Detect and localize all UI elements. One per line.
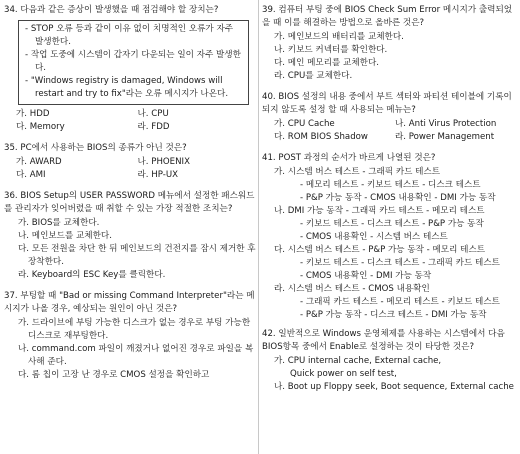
option-ga: 가. CPU Cache xyxy=(274,119,335,129)
option-da: 다. 시스템 버스 테스트 - P&P 가능 동작 - 메모리 테스트 xyxy=(274,245,486,255)
option-na: 나. DMI 가능 동작 - 그래픽 카드 테스트 - 메모리 테스트 xyxy=(274,206,485,216)
option-ra: 라. CPU를 교체한다. xyxy=(274,71,353,81)
option-ga-line: - P&P 가능 동작 - CMOS 내용확인 - DMI 가능 동작 xyxy=(300,193,496,203)
question-34-stem: 34. 다음과 같은 증상이 발생했을 때 점검해야 할 장치는? xyxy=(4,5,219,15)
option-na-line: - CMOS 내용확인 - 시스템 버스 테스트 xyxy=(300,232,448,242)
option-na: 나. command.com 파일이 깨졌거나 없어진 경우로 파일을 복사해 준다. xyxy=(18,344,254,367)
option-na-line: - 키보드 테스트 - 디스크 테스트 - P&P 가능 동작 xyxy=(300,219,484,229)
question-34-options xyxy=(4,108,259,134)
question-35 xyxy=(4,142,259,182)
question-40-stem: 40. BIOS 설정의 내용 중에서 부트 섹터와 파티션 테이블에 기록이 되지 않도록 설정 할 때 사용되는 메뉴는? xyxy=(262,92,512,115)
question-39-stem: 39. 컴퓨터 부팅 중에 BIOS Check Sum Error 메시지가 출력되었을 때 이를 해결하는 방법으로 올바른 것은? xyxy=(262,5,513,28)
question-34 xyxy=(4,4,259,134)
option-da: 다. 롬 칩이 고장 난 경우로 CMOS 설정을 확인하고 xyxy=(18,370,210,380)
question-40 xyxy=(262,91,516,144)
option-na: 나. CPU xyxy=(137,109,169,119)
option-ga-line: Quick power on self test, xyxy=(290,369,397,379)
option-ra: 라. HP-UX xyxy=(137,170,178,180)
question-42 xyxy=(262,328,516,394)
option-da: 다. 메인 메모리를 교체한다. xyxy=(274,58,379,68)
option-ga: 가. 드라이브에 부팅 가능한 디스크가 없는 경우로 부팅 가능한 디스크로 재부팅한다. xyxy=(18,318,251,341)
question-37 xyxy=(4,290,259,382)
question-35-options xyxy=(4,156,259,182)
option-ra: 라. Power Management xyxy=(395,132,495,142)
option-ra-line: - 그래픽 카드 테스트 - 메모리 테스트 - 키보드 테스트 xyxy=(300,297,500,307)
option-da-line: - CMOS 내용확인 - DMI 가능 동작 xyxy=(300,271,432,281)
option-ra: 라. FDD xyxy=(137,122,170,132)
option-ga: 가. 시스템 버스 테스트 - 그래픽 카드 테스트 xyxy=(274,167,441,177)
option-ga: 가. 메인보드의 배터리를 교체한다. xyxy=(274,32,404,42)
option-na: 나. Boot up Floppy seek, Boot sequence, External cache xyxy=(274,382,514,392)
question-39 xyxy=(262,4,516,83)
option-na: 나. PHOENIX xyxy=(137,157,190,167)
option-da-line: - 키보드 테스트 - 디스크 테스트 - 그래픽 카드 테스트 xyxy=(300,258,500,268)
question-35-stem: 35. PC에서 사용하는 BIOS의 종류가 아닌 것은? xyxy=(4,143,187,153)
question-42-stem: 42. 일반적으로 Windows 운영체제를 사용하는 시스템에서 다음 BIOS항목 중에서 Enable로 설정하는 것이 타당한 것은? xyxy=(262,329,505,352)
symptom-item-2: - 작업 도중에 시스템이 갑자기 다운되는 일이 자주 발생한다. xyxy=(25,50,241,73)
question-36 xyxy=(4,190,259,282)
question-37-stem: 37. 부팅할 때 "Bad or missing Command Interpreter"라는 메시지가 나올 경우, 예상되는 원인이 아닌 것은? xyxy=(4,291,255,314)
option-ga: 가. BIOS를 교체한다. xyxy=(18,218,100,228)
option-ra: 라. Keyboard의 ESC Key를 클릭한다. xyxy=(18,270,166,280)
option-ga-line: - 메모리 테스트 - 키보드 테스트 - 디스크 테스트 xyxy=(300,180,481,190)
option-na: 나. Anti Virus Protection xyxy=(395,119,497,129)
symptom-item-1: - STOP 오류 등과 같이 이유 없이 치명적인 오류가 자주 발생한다. xyxy=(25,24,234,47)
option-ga: 가. AWARD xyxy=(16,157,62,167)
option-da: 다. AMI xyxy=(16,170,46,180)
option-da: 다. Memory xyxy=(16,122,65,132)
option-da: 다. 모든 전원을 차단 한 뒤 메인보드의 건전지를 잠시 제거한 후 장착한다. xyxy=(18,244,256,267)
option-na: 나. 키보드 커넥터를 확인한다. xyxy=(274,45,388,55)
left-column xyxy=(4,4,259,382)
question-40-options xyxy=(262,118,516,144)
option-ga: 가. HDD xyxy=(16,109,50,119)
question-36-stem: 36. BIOS Setup의 USER PASSWORD 메뉴에서 설정한 패스워드를 관리자가 잊어버렸을 때 취할 수 있는 가장 적절한 조치는? xyxy=(4,191,255,214)
option-ga: 가. CPU internal cache, External cache, xyxy=(274,356,442,366)
question-41-stem: 41. POST 과정의 순서가 바르게 나열된 것은? xyxy=(262,153,436,163)
option-ra-line: - P&P 가능 동작 - 디스크 테스트 - DMI 가능 동작 xyxy=(300,310,487,320)
option-da: 다. ROM BIOS Shadow xyxy=(274,132,368,142)
question-41 xyxy=(262,152,516,322)
option-ra: 라. 시스템 버스 테스트 - CMOS 내용확인 xyxy=(274,284,430,294)
symptom-box xyxy=(18,20,249,105)
right-column xyxy=(262,4,516,394)
symptom-item-3: - "Windows registry is damaged, Windows will restart and try to fix"라는 오류 메시지가 나온다. xyxy=(25,76,229,99)
option-na: 나. 메인보드를 교체한다. xyxy=(18,231,112,241)
